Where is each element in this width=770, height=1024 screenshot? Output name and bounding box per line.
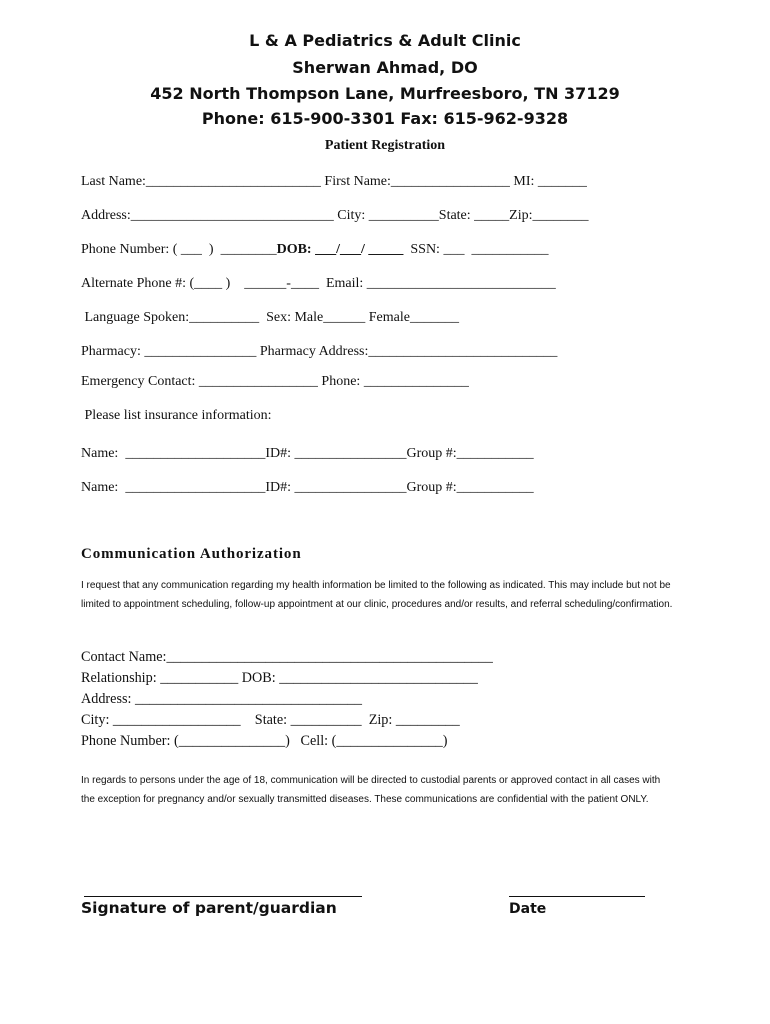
date-label: Date — [509, 901, 547, 917]
contact-phone-cell-field[interactable]: Phone Number: (_______________) Cell: (_______________) — [81, 733, 448, 749]
communication-paragraph: I request that any communication regarding my health information be limited to the following as indicated. This may include but not be limited to appointment scheduling, follow-up appointment at our clinic, procedures and/or results, and referral scheduling/confirmation. — [81, 580, 673, 610]
insurance-prompt: Please list insurance information: — [81, 408, 272, 423]
city-state-zip-field[interactable]: City: __________________ State: __________ Zip: _________ — [81, 712, 460, 728]
relationship-dob-field[interactable]: Relationship: ___________ DOB: ____________________________ — [81, 670, 478, 686]
doctor-name: Sherwan Ahmad, DO — [292, 58, 478, 77]
insurance-row-2[interactable]: Name: ____________________ID#: ________________Group #:___________ — [81, 480, 534, 495]
phone-number-field[interactable]: Phone Number: ( ___ ) ________ — [81, 242, 277, 257]
name-row[interactable]: Last Name:_________________________ First Name:_________________ MI: _______ — [81, 174, 587, 189]
date-line[interactable] — [509, 896, 645, 897]
clinic-phone-fax: Phone: 615-900-3301 Fax: 615-962-9328 — [201, 109, 569, 128]
dob-field[interactable]: DOB: ___/___/ _____ — [276, 242, 404, 257]
emergency-contact-row[interactable]: Emergency Contact: _________________ Phone: _______________ — [81, 374, 469, 389]
contact-address-field[interactable]: Address: ________________________________ — [81, 691, 362, 707]
clinic-address: 452 North Thompson Lane, Murfreesboro, TN 37129 — [150, 84, 620, 103]
pharmacy-row[interactable]: Pharmacy: ________________ Pharmacy Address:___________________________ — [81, 344, 558, 359]
insurance-row-1[interactable]: Name: ____________________ID#: ________________Group #:___________ — [81, 446, 534, 461]
clinic-name: L & A Pediatrics & Adult Clinic — [249, 31, 521, 50]
minors-notice: In regards to persons under the age of 18, communication will be directed to custodial parents or approved contact in all cases with the exception for pregnancy and/or sexually transmitted diseases. These communications are confidential with the patient ONLY. — [81, 775, 661, 805]
signature-label: Signature of parent/guardian — [81, 899, 337, 917]
alternate-phone-email-row[interactable]: Alternate Phone #: (____ ) ______-____ Email: ___________________________ — [81, 276, 556, 291]
language-sex-row[interactable]: Language Spoken:__________ Sex: Male______ Female_______ — [81, 310, 459, 325]
contact-name-field[interactable]: Contact Name:______________________________________________ — [81, 649, 493, 665]
address-row[interactable]: Address:_____________________________ City: __________State: _____Zip:________ — [81, 208, 589, 223]
ssn-field[interactable]: SSN: ___ ___________ — [403, 242, 549, 257]
form-title: Patient Registration — [324, 138, 446, 153]
communication-heading: Communication Authorization — [81, 546, 302, 562]
signature-line[interactable] — [84, 896, 362, 897]
phone-dob-ssn-row[interactable] — [81, 242, 548, 258]
